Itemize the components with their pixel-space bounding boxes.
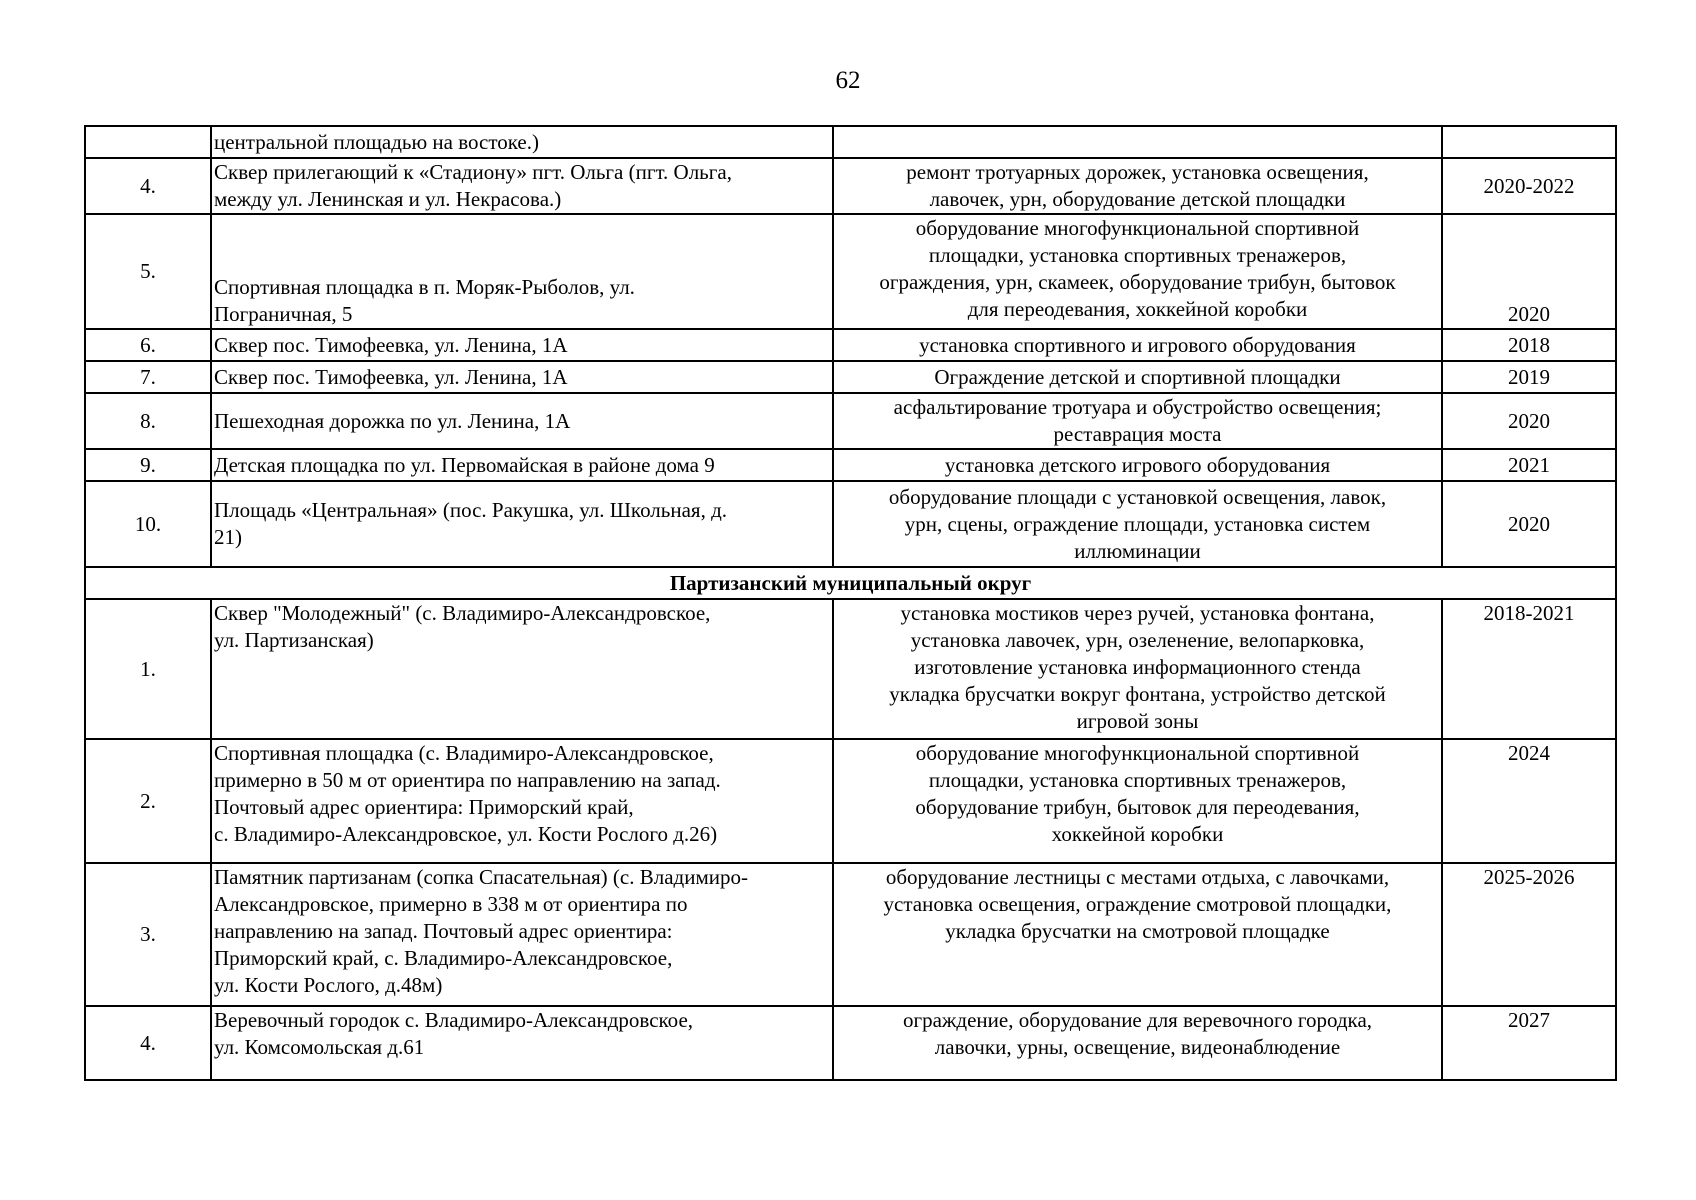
- works-description: [833, 126, 1442, 158]
- works-description-line: Ограждение детской и спортивной площадки: [934, 364, 1341, 389]
- object-name-line: примерно в 50 м от ориентира по направлению на запад.: [214, 768, 721, 792]
- works-description-line: лавочки, урны, освещение, видеонаблюдение: [934, 1035, 1341, 1059]
- table-row: [85, 329, 1616, 361]
- table-row: [85, 214, 1616, 329]
- works-description-line: укладка брусчатки вокруг фонтана, устройство детской: [889, 682, 1386, 706]
- object-name: [211, 863, 833, 1006]
- row-number: 3.: [85, 863, 211, 1006]
- works-description: [833, 361, 1442, 393]
- projects-table-body: [85, 126, 1616, 1080]
- object-name-line: Почтовый адрес ориентира: Приморский край,: [214, 795, 634, 819]
- projects-table: [84, 125, 1617, 1081]
- object-name: [211, 481, 833, 567]
- object-name-line: Сквер пос. Тимофеевка, ул. Ленина, 1А: [214, 364, 568, 389]
- works-description: [833, 449, 1442, 481]
- table-row: [85, 599, 1616, 739]
- works-description-line: ремонт тротуарных дорожек, установка освещения,: [906, 160, 1369, 184]
- row-number: 6.: [85, 329, 211, 361]
- object-name-line: ул. Комсомольская д.61: [214, 1035, 425, 1059]
- object-name: [211, 599, 833, 739]
- row-number: 4.: [85, 158, 211, 214]
- object-name-line: центральной площадью на востоке.): [214, 129, 539, 154]
- object-name-line: 21): [214, 525, 242, 549]
- works-description-line: урн, сцены, ограждение площади, установка систем: [904, 511, 1371, 536]
- section-title: Партизанский муниципальный округ: [85, 567, 1616, 599]
- works-description-line: игровой зоны: [1076, 709, 1199, 733]
- table-row: [85, 863, 1616, 1006]
- works-description-line: площадки, установка спортивных тренажеров,: [928, 243, 1347, 267]
- object-name-line: Александровское, примерно в 338 м от ориентира по: [214, 892, 688, 916]
- year: 2018: [1442, 329, 1616, 361]
- object-name-line: направлению на запад. Почтовый адрес ориентира:: [214, 919, 673, 943]
- year: 2020: [1442, 393, 1616, 449]
- works-description-line: изготовление установка информационного стенда: [914, 655, 1361, 679]
- works-description: [833, 1006, 1442, 1080]
- object-name: [211, 158, 833, 214]
- object-name-line: Пешеходная дорожка по ул. Ленина, 1А: [214, 408, 571, 433]
- object-name: [211, 126, 833, 158]
- year: 2018-2021: [1442, 599, 1616, 739]
- object-name: [211, 214, 833, 329]
- object-name-line: ул. Партизанская): [214, 628, 374, 652]
- row-number: 1.: [85, 599, 211, 739]
- row-number: 8.: [85, 393, 211, 449]
- year: 2021: [1442, 449, 1616, 481]
- object-name-line: с. Владимиро-Александровское, ул. Кости Рослого д.26): [214, 822, 718, 846]
- object-name: [211, 739, 833, 863]
- works-description-line: ограждения, урн, скамеек, оборудование трибун, бытовок: [879, 270, 1396, 294]
- works-description: [833, 393, 1442, 449]
- object-name-line: Сквер прилегающий к «Стадиону» пгт. Ольга (пгт. Ольга,: [214, 160, 732, 184]
- works-description-line: установка освещения, ограждение смотровой площадки,: [883, 892, 1392, 916]
- row-number: 9.: [85, 449, 211, 481]
- row-number: 2.: [85, 739, 211, 863]
- object-name: [211, 1006, 833, 1080]
- works-description-line: оборудование многофункциональной спортивной: [915, 216, 1360, 240]
- object-name: [211, 393, 833, 449]
- works-description-line: установка лавочек, урн, озеленение, велопарковка,: [910, 628, 1365, 652]
- works-description: [833, 481, 1442, 567]
- works-description: [833, 214, 1442, 329]
- table-row: [85, 126, 1616, 158]
- row-number: [85, 126, 211, 158]
- table-row: [85, 739, 1616, 863]
- section-row: [85, 567, 1616, 599]
- object-name-line: Памятник партизанам (сопка Спасательная) (с. Владимиро-: [214, 865, 748, 889]
- object-name-line: Спортивная площадка (с. Владимиро-Александровское,: [214, 741, 714, 765]
- object-name: [211, 329, 833, 361]
- table-row: [85, 481, 1616, 567]
- page-number: 62: [835, 67, 861, 94]
- works-description-line: реставрация моста: [1053, 422, 1222, 446]
- table-row: [85, 449, 1616, 481]
- works-description-line: лавочек, урн, оборудование детской площадки: [929, 187, 1346, 211]
- object-name-line: Приморский край, с. Владимиро-Александровское,: [214, 946, 673, 970]
- object-name-line: Детская площадка по ул. Первомайская в районе дома 9: [214, 452, 715, 477]
- works-description-line: ограждение, оборудование для веревочного городка,: [902, 1008, 1373, 1032]
- row-number: 4.: [85, 1006, 211, 1080]
- year: 2020-2022: [1442, 158, 1616, 214]
- object-name-line: Сквер "Молодежный" (с. Владимиро-Александровское,: [214, 601, 711, 625]
- year: 2020: [1442, 214, 1616, 329]
- works-description-line: оборудование площади с установкой освещения, лавок,: [888, 484, 1387, 509]
- works-description-line: установка детского игрового оборудования: [944, 452, 1331, 477]
- works-description-line: укладка брусчатки на смотровой площадке: [945, 919, 1330, 943]
- works-description: [833, 739, 1442, 863]
- year: 2024: [1442, 739, 1616, 863]
- works-description-line: оборудование трибун, бытовок для переодевания,: [915, 795, 1360, 819]
- table-row: [85, 393, 1616, 449]
- works-description-line: асфальтирование тротуара и обустройство освещения;: [893, 395, 1382, 419]
- works-description-line: установка спортивного и игрового оборудования: [919, 332, 1356, 357]
- row-number: 5.: [85, 214, 211, 329]
- works-description-line: оборудование лестницы с местами отдыха, с лавочками,: [885, 865, 1390, 889]
- table-row: [85, 361, 1616, 393]
- works-description: [833, 329, 1442, 361]
- object-name: [211, 449, 833, 481]
- object-name: [211, 361, 833, 393]
- year: 2027: [1442, 1006, 1616, 1080]
- table-row: [85, 158, 1616, 214]
- object-name-line: Веревочный городок с. Владимиро-Александровское,: [214, 1008, 694, 1032]
- works-description-line: хоккейной коробки: [1051, 822, 1224, 846]
- row-number: 10.: [85, 481, 211, 567]
- year: 2020: [1442, 481, 1616, 567]
- works-description: [833, 599, 1442, 739]
- year: [1442, 126, 1616, 158]
- works-description: [833, 863, 1442, 1006]
- object-name-line: Спортивная площадка в п. Моряк-Рыболов, ул.: [214, 275, 635, 299]
- works-description-line: оборудование многофункциональной спортивной: [915, 741, 1360, 765]
- object-name-line: Площадь «Центральная» (пос. Ракушка, ул. Школьная, д.: [214, 498, 728, 522]
- object-name-line: ул. Кости Рослого, д.48м): [214, 973, 443, 997]
- row-number: 7.: [85, 361, 211, 393]
- works-description: [833, 158, 1442, 214]
- works-description-line: установка мостиков через ручей, установка фонтана,: [900, 601, 1375, 625]
- object-name-line: Сквер пос. Тимофеевка, ул. Ленина, 1А: [214, 332, 568, 357]
- works-description-line: иллюминации: [1074, 538, 1201, 563]
- works-description-line: для переодевания, хоккейной коробки: [967, 297, 1308, 321]
- table-row: [85, 1006, 1616, 1080]
- works-description-line: площадки, установка спортивных тренажеров,: [928, 768, 1347, 792]
- object-name-line: Пограничная, 5: [214, 302, 353, 326]
- year: 2025-2026: [1442, 863, 1616, 1006]
- year: 2019: [1442, 361, 1616, 393]
- object-name-line: между ул. Ленинская и ул. Некрасова.): [214, 187, 562, 211]
